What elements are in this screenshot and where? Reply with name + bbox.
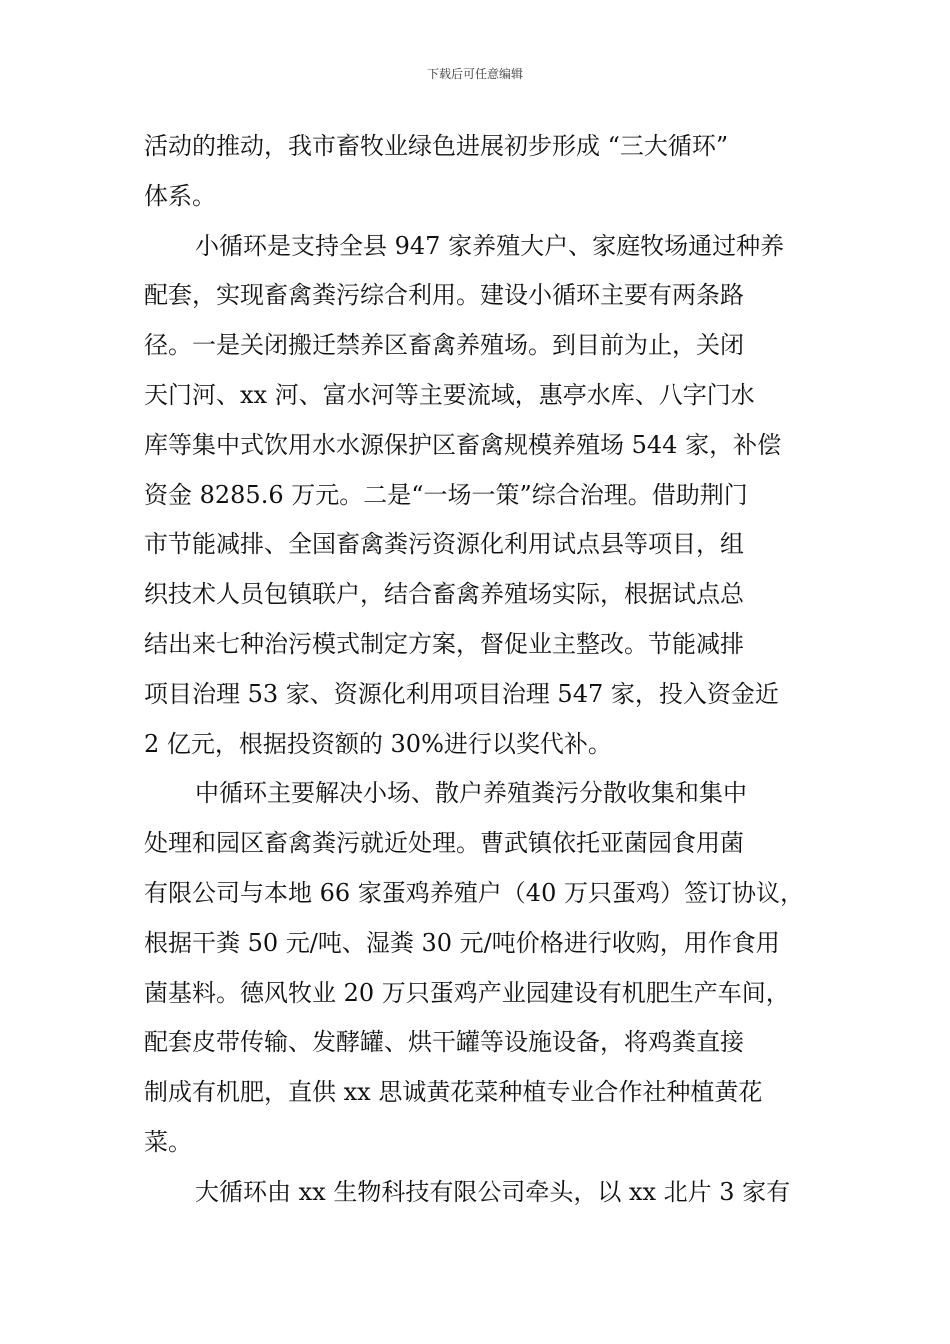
text-line: 菜。 — [144, 1127, 192, 1156]
paragraph-medium-cycle — [144, 769, 808, 1167]
text-line: 市节能减排、全国畜禽粪污资源化利用试点县等项目，组 — [144, 530, 744, 559]
text-line: 配套皮带传输、发酵罐、烘干罐等设施设备，将鸡粪直接 — [144, 1028, 744, 1057]
text-line: 中循环主要解决小场、散户养殖粪污分散收集和集中 — [195, 779, 747, 808]
text-line: 大循环由 xx 生物科技有限公司牵头，以 xx 北片 3 家有 — [195, 1177, 791, 1206]
text-line: 径。一是关闭搬迁禁养区畜禽养殖场。到目前为止，关闭 — [144, 331, 744, 360]
text-line: 处理和园区畜禽粪污就近处理。曹武镇依托亚菌园食用菌 — [144, 829, 744, 858]
document-body — [144, 122, 808, 1218]
text-line: 制成有机肥，直供 xx 思诚黄花菜种植专业合作社种植黄花 — [144, 1078, 763, 1107]
text-line: 2 亿元，根据投资额的 30%进行以奖代补。 — [144, 729, 612, 758]
paragraph-large-cycle — [144, 1168, 808, 1218]
text-line: 体系。 — [144, 181, 216, 210]
text-line: 织技术人员包镇联户，结合畜禽养殖场实际，根据试点总 — [144, 580, 744, 609]
text-line: 库等集中式饮用水水源保护区畜禽规模养殖场 544 家，补偿 — [144, 430, 782, 459]
text-line: 天门河、xx 河、富水河等主要流域，惠亭水库、八字门水 — [144, 380, 755, 409]
text-line: 结出来七种治污模式制定方案，督促业主整改。节能减排 — [144, 629, 744, 658]
page-header: 下载后可任意编辑 — [426, 67, 523, 81]
text-line: 根据干粪 50 元/吨、湿粪 30 元/吨价格进行收购，用作食用 — [144, 928, 780, 957]
text-line: 有限公司与本地 66 家蛋鸡养殖户（40 万只蛋鸡）签订协议， — [144, 878, 804, 907]
text-line: 资金 8285.6 万元。二是“一场一策”综合治理。借助荆门 — [144, 480, 748, 509]
paragraph-continuation — [144, 122, 808, 222]
text-line: 配套，实现畜禽粪污综合利用。建设小循环主要有两条路 — [144, 281, 744, 310]
text-line: 项目治理 53 家、资源化利用项目治理 547 家，投入资金近 — [144, 679, 779, 708]
text-line: 菌基料。德风牧业 20 万只蛋鸡产业园建设有机肥生产车间， — [144, 978, 790, 1007]
text-line: 小循环是支持全县 947 家养殖大户、家庭牧场通过种养 — [195, 231, 785, 260]
paragraph-small-cycle — [144, 222, 808, 770]
text-line: 活动的推动，我市畜牧业绿色进展初步形成 “三大循环” — [144, 132, 729, 160]
